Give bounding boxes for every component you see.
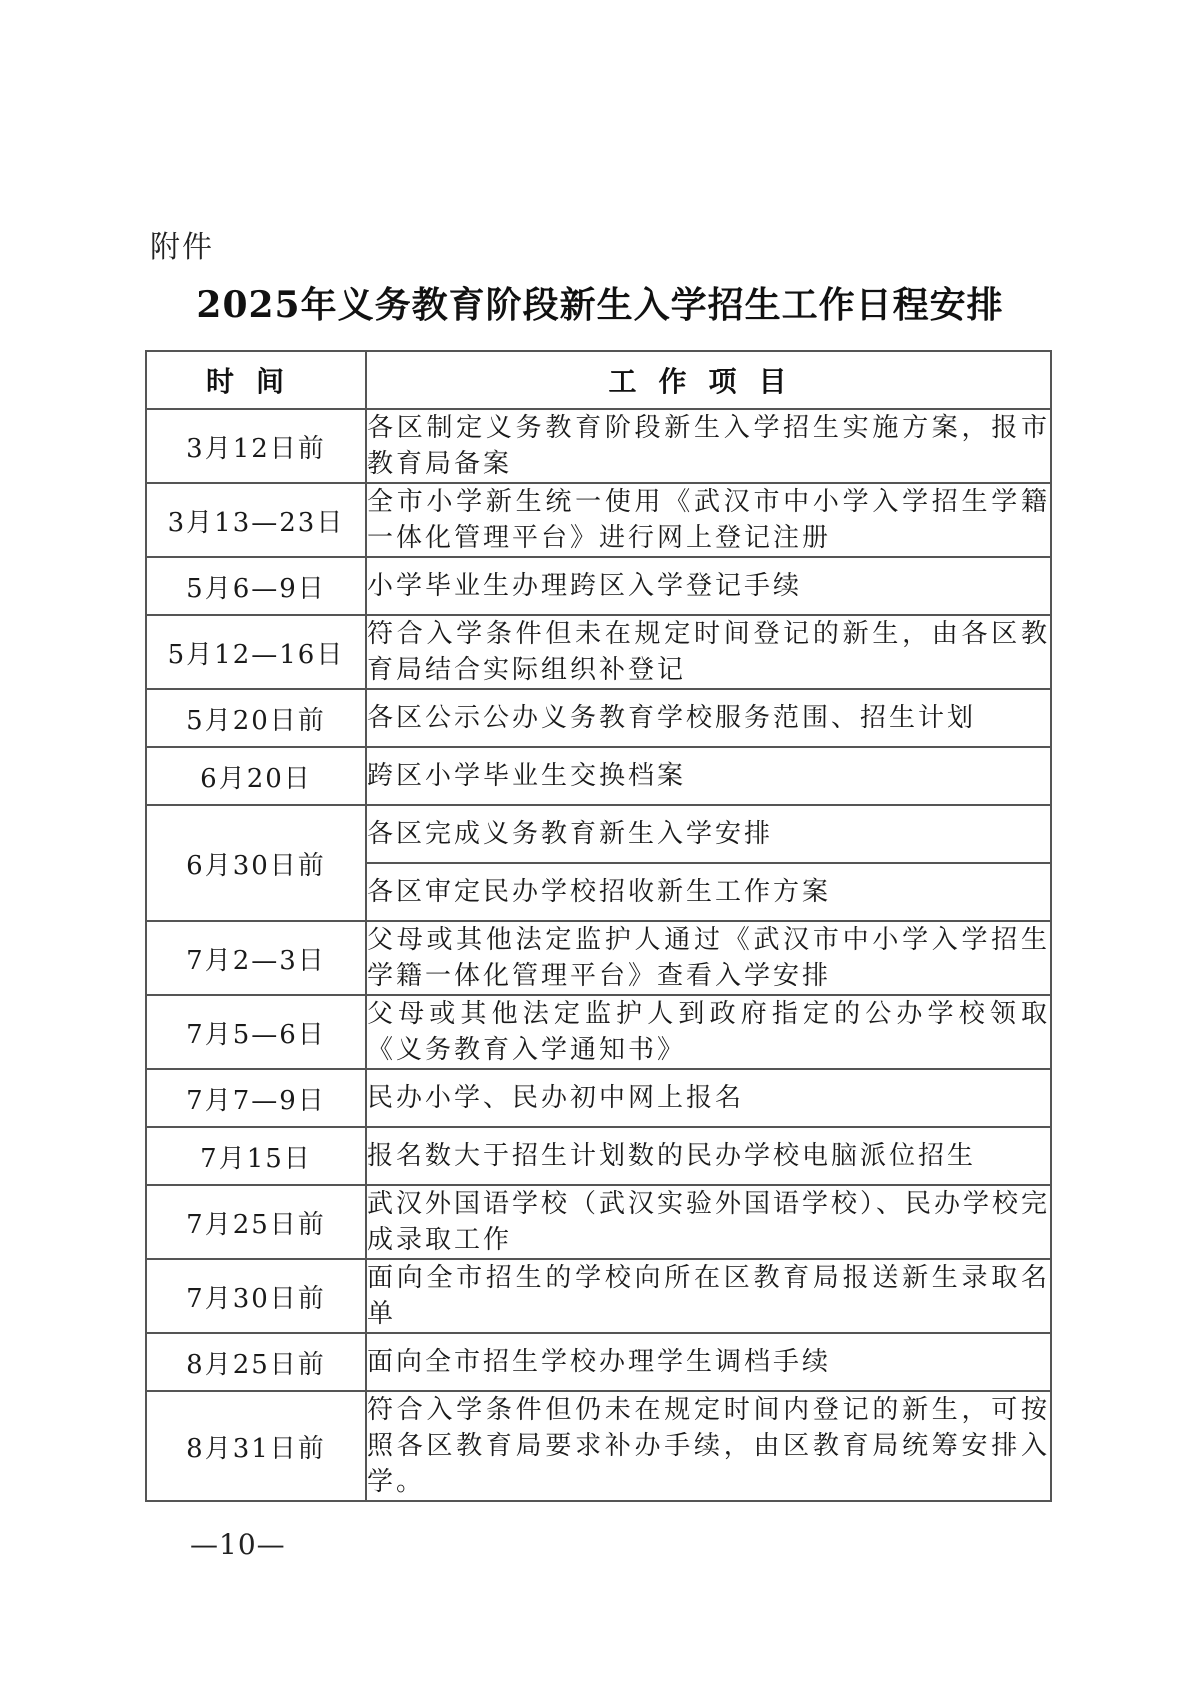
time-cell: 7月7—9日 [146, 1069, 366, 1127]
item-cell: 父母或其他法定监护人到政府指定的公办学校领取《义务教育入学通知书》 [366, 995, 1051, 1069]
table-row [146, 1127, 1051, 1185]
table-row [146, 805, 1051, 863]
time-cell: 5月12—16日 [146, 615, 366, 689]
table-row [146, 1391, 1051, 1501]
schedule-table [145, 350, 1052, 1502]
time-cell: 7月5—6日 [146, 995, 366, 1069]
time-cell: 7月30日前 [146, 1259, 366, 1333]
time-cell: 8月31日前 [146, 1391, 366, 1501]
item-cell: 小学毕业生办理跨区入学登记手续 [366, 557, 1051, 615]
table-row [146, 689, 1051, 747]
table-row [146, 1185, 1051, 1259]
item-cell: 各区制定义务教育阶段新生入学招生实施方案，报市教育局备案 [366, 409, 1051, 483]
header-time: 时间 [146, 351, 366, 409]
table-row [146, 747, 1051, 805]
table-row [146, 1333, 1051, 1391]
attachment-label: 附件 [150, 230, 214, 265]
time-cell: 7月25日前 [146, 1185, 366, 1259]
time-cell: 7月2—3日 [146, 921, 366, 995]
item-cell: 符合入学条件但仍未在规定时间内登记的新生，可按照各区教育局要求补办手续，由区教育局统筹安排入学。 [366, 1391, 1051, 1501]
table-row [146, 557, 1051, 615]
item-cell: 父母或其他法定监护人通过《武汉市中小学入学招生学籍一体化管理平台》查看入学安排 [366, 921, 1051, 995]
time-cell: 6月20日 [146, 747, 366, 805]
table-row [146, 1259, 1051, 1333]
item-cell: 武汉外国语学校（武汉实验外国语学校）、民办学校完成录取工作 [366, 1185, 1051, 1259]
time-cell: 3月13—23日 [146, 483, 366, 557]
time-cell: 5月20日前 [146, 689, 366, 747]
time-cell: 7月15日 [146, 1127, 366, 1185]
table-row [146, 995, 1051, 1069]
time-cell: 8月25日前 [146, 1333, 366, 1391]
page-number: —10— [190, 1528, 286, 1561]
item-cell: 民办小学、民办初中网上报名 [366, 1069, 1051, 1127]
item-cell: 各区审定民办学校招收新生工作方案 [366, 863, 1051, 921]
item-cell: 全市小学新生统一使用《武汉市中小学入学招生学籍一体化管理平台》进行网上登记注册 [366, 483, 1051, 557]
time-cell: 3月12日前 [146, 409, 366, 483]
time-cell: 5月6—9日 [146, 557, 366, 615]
item-cell: 各区完成义务教育新生入学安排 [366, 805, 1051, 863]
item-cell: 跨区小学毕业生交换档案 [366, 747, 1051, 805]
item-cell: 报名数大于招生计划数的民办学校电脑派位招生 [366, 1127, 1051, 1185]
table-row [146, 921, 1051, 995]
table-row [146, 1069, 1051, 1127]
table-row [146, 483, 1051, 557]
item-cell: 各区公示公办义务教育学校服务范围、招生计划 [366, 689, 1051, 747]
table-row [146, 409, 1051, 483]
item-cell: 符合入学条件但未在规定时间登记的新生，由各区教育局结合实际组织补登记 [366, 615, 1051, 689]
item-cell: 面向全市招生学校办理学生调档手续 [366, 1333, 1051, 1391]
table-row [146, 615, 1051, 689]
header-item: 工作项目 [366, 351, 1051, 409]
document-title: 2025年义务教育阶段新生入学招生工作日程安排 [196, 284, 1004, 326]
table-header-row [146, 351, 1051, 409]
time-cell: 6月30日前 [146, 805, 366, 921]
item-cell: 面向全市招生的学校向所在区教育局报送新生录取名单 [366, 1259, 1051, 1333]
